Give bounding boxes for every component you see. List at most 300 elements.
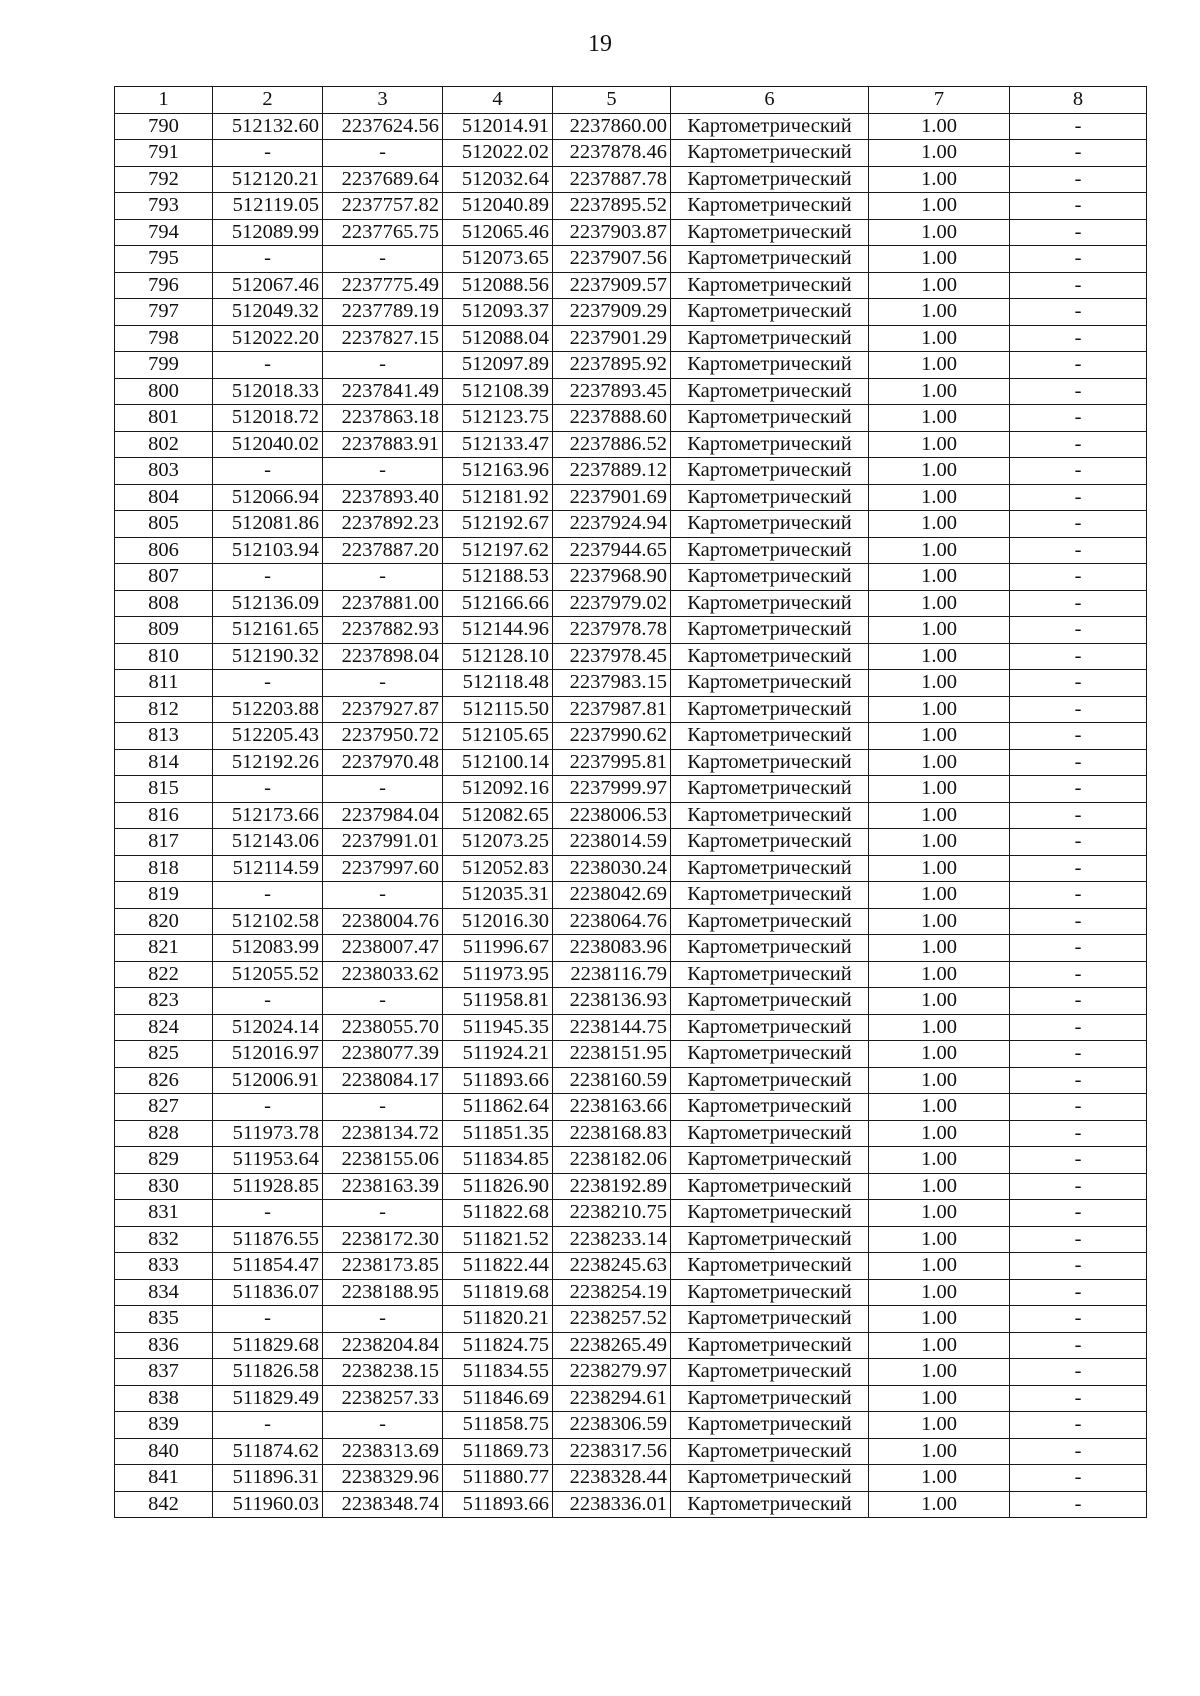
table-cell: - xyxy=(1010,776,1147,803)
table-cell: 1.00 xyxy=(869,908,1010,935)
table-cell: Картометрический xyxy=(671,961,869,988)
table-cell: - xyxy=(1010,1359,1147,1386)
table-cell: 825 xyxy=(115,1041,213,1068)
table-cell: Картометрический xyxy=(671,1385,869,1412)
table-cell: 2238160.59 xyxy=(553,1067,671,1094)
table-cell: 511945.35 xyxy=(443,1014,553,1041)
table-cell: 511836.07 xyxy=(213,1279,323,1306)
table-cell: - xyxy=(1010,564,1147,591)
table-cell: 805 xyxy=(115,511,213,538)
table-cell: Картометрический xyxy=(671,511,869,538)
table-cell: 1.00 xyxy=(869,1067,1010,1094)
table-cell: 832 xyxy=(115,1226,213,1253)
table-cell: Картометрический xyxy=(671,1014,869,1041)
table-cell: 2238173.85 xyxy=(323,1253,443,1280)
table-cell: 2237882.93 xyxy=(323,617,443,644)
table-cell: - xyxy=(323,670,443,697)
table-row xyxy=(115,1173,1147,1200)
table-cell: Картометрический xyxy=(671,1226,869,1253)
table-cell: - xyxy=(1010,140,1147,167)
table-cell: - xyxy=(1010,1465,1147,1492)
table-cell: 811 xyxy=(115,670,213,697)
table-cell: 798 xyxy=(115,325,213,352)
table-cell: - xyxy=(1010,1385,1147,1412)
table-cell: 2237689.64 xyxy=(323,166,443,193)
table-row xyxy=(115,961,1147,988)
table-cell: 511829.68 xyxy=(213,1332,323,1359)
table-cell: 1.00 xyxy=(869,1173,1010,1200)
table-cell: 2238055.70 xyxy=(323,1014,443,1041)
table-cell: 512188.53 xyxy=(443,564,553,591)
table-cell: 2238336.01 xyxy=(553,1491,671,1518)
table-cell: 511826.58 xyxy=(213,1359,323,1386)
table-cell: 797 xyxy=(115,299,213,326)
table-cell: Картометрический xyxy=(671,325,869,352)
table-cell: 791 xyxy=(115,140,213,167)
table-cell: 512102.58 xyxy=(213,908,323,935)
table-row xyxy=(115,193,1147,220)
table-cell: Картометрический xyxy=(671,1041,869,1068)
table-cell: - xyxy=(1010,1200,1147,1227)
table-cell: Картометрический xyxy=(671,193,869,220)
table-cell: 2237907.56 xyxy=(553,246,671,273)
table-cell: 512143.06 xyxy=(213,829,323,856)
table-cell: 838 xyxy=(115,1385,213,1412)
table-cell: - xyxy=(1010,325,1147,352)
table-cell: 2237927.87 xyxy=(323,696,443,723)
table-cell: Картометрический xyxy=(671,140,869,167)
table-row xyxy=(115,1385,1147,1412)
table-cell: 2238014.59 xyxy=(553,829,671,856)
table-cell: 512088.56 xyxy=(443,272,553,299)
table-cell: 512081.86 xyxy=(213,511,323,538)
table-cell: 512052.83 xyxy=(443,855,553,882)
column-header: 1 xyxy=(115,87,213,114)
table-cell: 2238257.33 xyxy=(323,1385,443,1412)
table-cell: 1.00 xyxy=(869,564,1010,591)
table-cell: 512161.65 xyxy=(213,617,323,644)
table-cell: Картометрический xyxy=(671,1120,869,1147)
table-cell: 2238279.97 xyxy=(553,1359,671,1386)
table-cell: 841 xyxy=(115,1465,213,1492)
table-cell: - xyxy=(1010,511,1147,538)
table-cell: 512006.91 xyxy=(213,1067,323,1094)
table-cell: - xyxy=(1010,1438,1147,1465)
table-cell: 817 xyxy=(115,829,213,856)
table-cell: Картометрический xyxy=(671,1200,869,1227)
table-row xyxy=(115,272,1147,299)
table-cell: 2237983.15 xyxy=(553,670,671,697)
table-row xyxy=(115,802,1147,829)
table-cell: 2238329.96 xyxy=(323,1465,443,1492)
table-cell: 2238328.44 xyxy=(553,1465,671,1492)
table-cell: 2237898.04 xyxy=(323,643,443,670)
table-cell: 2237827.15 xyxy=(323,325,443,352)
table-cell: 512190.32 xyxy=(213,643,323,670)
table-row xyxy=(115,670,1147,697)
column-header: 4 xyxy=(443,87,553,114)
table-cell: 511826.90 xyxy=(443,1173,553,1200)
table-cell: 2238245.63 xyxy=(553,1253,671,1280)
table-cell: 1.00 xyxy=(869,458,1010,485)
table-cell: - xyxy=(1010,352,1147,379)
table-cell: 1.00 xyxy=(869,935,1010,962)
table-cell: 512024.14 xyxy=(213,1014,323,1041)
table-cell: - xyxy=(1010,882,1147,909)
table-cell: - xyxy=(323,564,443,591)
table-cell: Картометрический xyxy=(671,749,869,776)
table-cell: - xyxy=(1010,696,1147,723)
table-cell: - xyxy=(213,776,323,803)
table-cell: 2237624.56 xyxy=(323,113,443,140)
table-cell: 2237883.91 xyxy=(323,431,443,458)
table-cell: - xyxy=(1010,219,1147,246)
coordinates-table xyxy=(114,86,1147,1518)
table-cell: - xyxy=(1010,405,1147,432)
table-cell: - xyxy=(1010,537,1147,564)
table-cell: 1.00 xyxy=(869,140,1010,167)
table-cell: 1.00 xyxy=(869,1147,1010,1174)
table-cell: 511960.03 xyxy=(213,1491,323,1518)
table-cell: 512192.26 xyxy=(213,749,323,776)
table-cell: 2238306.59 xyxy=(553,1412,671,1439)
table-cell: 793 xyxy=(115,193,213,220)
table-row xyxy=(115,749,1147,776)
table-cell: 816 xyxy=(115,802,213,829)
table-cell: 834 xyxy=(115,1279,213,1306)
table-cell: 511958.81 xyxy=(443,988,553,1015)
table-cell: 1.00 xyxy=(869,325,1010,352)
table-cell: 1.00 xyxy=(869,166,1010,193)
table-cell: 511846.69 xyxy=(443,1385,553,1412)
table-cell: 2238188.95 xyxy=(323,1279,443,1306)
table-cell: 1.00 xyxy=(869,352,1010,379)
table-cell: 512040.89 xyxy=(443,193,553,220)
table-cell: Картометрический xyxy=(671,458,869,485)
table-cell: 511996.67 xyxy=(443,935,553,962)
table-cell: 2237757.82 xyxy=(323,193,443,220)
table-cell: 2237979.02 xyxy=(553,590,671,617)
table-cell: - xyxy=(1010,166,1147,193)
table-cell: Картометрический xyxy=(671,1094,869,1121)
table-cell: 511834.55 xyxy=(443,1359,553,1386)
page-number: 19 xyxy=(588,31,612,57)
table-cell: 512166.66 xyxy=(443,590,553,617)
table-cell: 837 xyxy=(115,1359,213,1386)
table-cell: 1.00 xyxy=(869,484,1010,511)
table-cell: - xyxy=(213,988,323,1015)
table-cell: 512089.99 xyxy=(213,219,323,246)
table-cell: - xyxy=(213,882,323,909)
table-cell: - xyxy=(1010,1306,1147,1333)
table-cell: - xyxy=(323,776,443,803)
table-cell: 796 xyxy=(115,272,213,299)
table-cell: 512132.60 xyxy=(213,113,323,140)
table-cell: 512073.25 xyxy=(443,829,553,856)
table-cell: Картометрический xyxy=(671,882,869,909)
table-cell: 512181.92 xyxy=(443,484,553,511)
table-cell: 2237895.92 xyxy=(553,352,671,379)
table-cell: 511893.66 xyxy=(443,1067,553,1094)
table-cell: 836 xyxy=(115,1332,213,1359)
table-cell: 1.00 xyxy=(869,431,1010,458)
table-cell: 2238134.72 xyxy=(323,1120,443,1147)
table-cell: 1.00 xyxy=(869,1120,1010,1147)
table-cell: Картометрический xyxy=(671,484,869,511)
table-cell: 2237909.57 xyxy=(553,272,671,299)
table-cell: 512073.65 xyxy=(443,246,553,273)
table-cell: 2237901.29 xyxy=(553,325,671,352)
table-cell: 511896.31 xyxy=(213,1465,323,1492)
table-cell: 794 xyxy=(115,219,213,246)
table-cell: 819 xyxy=(115,882,213,909)
table-cell: 2237909.29 xyxy=(553,299,671,326)
table-cell: - xyxy=(1010,1120,1147,1147)
table-cell: 512055.52 xyxy=(213,961,323,988)
table-cell: 2237970.48 xyxy=(323,749,443,776)
column-header: 3 xyxy=(323,87,443,114)
table-cell: 512114.59 xyxy=(213,855,323,882)
table-cell: - xyxy=(213,458,323,485)
table-row xyxy=(115,458,1147,485)
table-cell: 826 xyxy=(115,1067,213,1094)
table-cell: 511973.95 xyxy=(443,961,553,988)
table-cell: - xyxy=(1010,246,1147,273)
table-cell: - xyxy=(1010,1147,1147,1174)
table-cell: 792 xyxy=(115,166,213,193)
table-cell: - xyxy=(1010,1412,1147,1439)
table-cell: 802 xyxy=(115,431,213,458)
table-row xyxy=(115,908,1147,935)
table-cell: 2238210.75 xyxy=(553,1200,671,1227)
table-cell: Картометрический xyxy=(671,723,869,750)
table-cell: 512136.09 xyxy=(213,590,323,617)
table-cell: 2238064.76 xyxy=(553,908,671,935)
table-cell: 810 xyxy=(115,643,213,670)
table-cell: 1.00 xyxy=(869,299,1010,326)
table-cell: 829 xyxy=(115,1147,213,1174)
table-cell: 1.00 xyxy=(869,219,1010,246)
table-cell: 839 xyxy=(115,1412,213,1439)
table-cell: 512016.30 xyxy=(443,908,553,935)
table-cell: 2238136.93 xyxy=(553,988,671,1015)
column-header: 8 xyxy=(1010,87,1147,114)
table-cell: - xyxy=(1010,723,1147,750)
table-row xyxy=(115,511,1147,538)
column-header: 7 xyxy=(869,87,1010,114)
table-cell: - xyxy=(323,140,443,167)
table-cell: 2237775.49 xyxy=(323,272,443,299)
table-row xyxy=(115,352,1147,379)
table-cell: Картометрический xyxy=(671,1306,869,1333)
table-cell: 2237765.75 xyxy=(323,219,443,246)
table-cell: 512119.05 xyxy=(213,193,323,220)
table-cell: 1.00 xyxy=(869,511,1010,538)
table-cell: 800 xyxy=(115,378,213,405)
table-row xyxy=(115,299,1147,326)
table-cell: Картометрический xyxy=(671,564,869,591)
table-cell: 512032.64 xyxy=(443,166,553,193)
table-cell: 512018.33 xyxy=(213,378,323,405)
table-cell: 511822.68 xyxy=(443,1200,553,1227)
table-cell: - xyxy=(213,140,323,167)
table-cell: 512065.46 xyxy=(443,219,553,246)
table-cell: - xyxy=(1010,272,1147,299)
table-row xyxy=(115,1438,1147,1465)
table-cell: 512108.39 xyxy=(443,378,553,405)
table-cell: Картометрический xyxy=(671,113,869,140)
table-cell: - xyxy=(323,1306,443,1333)
table-cell: - xyxy=(1010,484,1147,511)
table-cell: 512066.94 xyxy=(213,484,323,511)
table-cell: - xyxy=(1010,1014,1147,1041)
table-cell: 1.00 xyxy=(869,643,1010,670)
table-cell: 2237863.18 xyxy=(323,405,443,432)
table-cell: - xyxy=(323,1094,443,1121)
table-cell: Картометрический xyxy=(671,908,869,935)
table-cell: Картометрический xyxy=(671,166,869,193)
table-cell: - xyxy=(1010,1279,1147,1306)
table-cell: 511821.52 xyxy=(443,1226,553,1253)
table-cell: - xyxy=(1010,617,1147,644)
table-cell: 512016.97 xyxy=(213,1041,323,1068)
table-cell: 2238155.06 xyxy=(323,1147,443,1174)
table-cell: 2238084.17 xyxy=(323,1067,443,1094)
table-cell: - xyxy=(213,1306,323,1333)
table-row xyxy=(115,378,1147,405)
table-row xyxy=(115,537,1147,564)
table-cell: 511924.21 xyxy=(443,1041,553,1068)
table-row xyxy=(115,829,1147,856)
table-cell: 2238257.52 xyxy=(553,1306,671,1333)
table-row xyxy=(115,1226,1147,1253)
table-cell: 2238233.14 xyxy=(553,1226,671,1253)
table-cell: - xyxy=(1010,1094,1147,1121)
table-cell: 814 xyxy=(115,749,213,776)
table-cell: 2238006.53 xyxy=(553,802,671,829)
table-cell: - xyxy=(1010,988,1147,1015)
table-cell: 2237950.72 xyxy=(323,723,443,750)
table-cell: Картометрический xyxy=(671,405,869,432)
table-cell: 512163.96 xyxy=(443,458,553,485)
table-cell: - xyxy=(323,1412,443,1439)
table-cell: 828 xyxy=(115,1120,213,1147)
table-row xyxy=(115,617,1147,644)
table-row xyxy=(115,1279,1147,1306)
table-cell: 512022.20 xyxy=(213,325,323,352)
table-cell: 830 xyxy=(115,1173,213,1200)
table-cell: 512093.37 xyxy=(443,299,553,326)
table-row xyxy=(115,166,1147,193)
table-body xyxy=(115,113,1147,1518)
table-cell: 804 xyxy=(115,484,213,511)
table-cell: 1.00 xyxy=(869,590,1010,617)
table-row xyxy=(115,1094,1147,1121)
table-cell: Картометрический xyxy=(671,352,869,379)
table-cell: 511820.21 xyxy=(443,1306,553,1333)
table-cell: 2237995.81 xyxy=(553,749,671,776)
table-cell: 512082.65 xyxy=(443,802,553,829)
table-cell: 511876.55 xyxy=(213,1226,323,1253)
table-cell: 511893.66 xyxy=(443,1491,553,1518)
table-cell: - xyxy=(1010,193,1147,220)
table-cell: Картометрический xyxy=(671,617,869,644)
table-cell: - xyxy=(1010,1491,1147,1518)
table-cell: 511973.78 xyxy=(213,1120,323,1147)
table-cell: 511880.77 xyxy=(443,1465,553,1492)
table-row xyxy=(115,1465,1147,1492)
table-cell: 2238192.89 xyxy=(553,1173,671,1200)
table-cell: Картометрический xyxy=(671,246,869,273)
table-cell: 831 xyxy=(115,1200,213,1227)
table-row xyxy=(115,1359,1147,1386)
table-cell: 511928.85 xyxy=(213,1173,323,1200)
table-row xyxy=(115,1491,1147,1518)
table-row xyxy=(115,484,1147,511)
table-cell: - xyxy=(213,1200,323,1227)
table-cell: 1.00 xyxy=(869,1385,1010,1412)
table-cell: 2237999.97 xyxy=(553,776,671,803)
table-cell: 1.00 xyxy=(869,1465,1010,1492)
table-cell: Картометрический xyxy=(671,299,869,326)
table-cell: 2238254.19 xyxy=(553,1279,671,1306)
table-cell: - xyxy=(213,246,323,273)
table-cell: 512100.14 xyxy=(443,749,553,776)
table-cell: 2237889.12 xyxy=(553,458,671,485)
table-cell: 1.00 xyxy=(869,749,1010,776)
table-cell: 2238004.76 xyxy=(323,908,443,935)
table-row xyxy=(115,776,1147,803)
table-cell: 2237887.20 xyxy=(323,537,443,564)
table-cell: 512173.66 xyxy=(213,802,323,829)
table-cell: 512118.48 xyxy=(443,670,553,697)
table-cell: 2238317.56 xyxy=(553,1438,671,1465)
table-row xyxy=(115,1253,1147,1280)
table-cell: Картометрический xyxy=(671,1332,869,1359)
table-row xyxy=(115,325,1147,352)
table-cell: - xyxy=(323,352,443,379)
table-row xyxy=(115,564,1147,591)
table-cell: 2237903.87 xyxy=(553,219,671,246)
table-cell: - xyxy=(1010,378,1147,405)
table-cell: 2237991.01 xyxy=(323,829,443,856)
table-cell: 1.00 xyxy=(869,776,1010,803)
table-cell: 2237860.00 xyxy=(553,113,671,140)
table-cell: 840 xyxy=(115,1438,213,1465)
table-cell: - xyxy=(1010,855,1147,882)
table-row xyxy=(115,1332,1147,1359)
table-row xyxy=(115,140,1147,167)
table-cell: 835 xyxy=(115,1306,213,1333)
table-row xyxy=(115,1306,1147,1333)
table-cell: 2237886.52 xyxy=(553,431,671,458)
table-cell: 1.00 xyxy=(869,246,1010,273)
table-cell: - xyxy=(1010,1332,1147,1359)
table-cell: 511862.64 xyxy=(443,1094,553,1121)
table-cell: - xyxy=(1010,829,1147,856)
table-cell: 1.00 xyxy=(869,882,1010,909)
table-cell: 2238083.96 xyxy=(553,935,671,962)
table-cell: 2237895.52 xyxy=(553,193,671,220)
table-cell: 511829.49 xyxy=(213,1385,323,1412)
table-cell: 2237892.23 xyxy=(323,511,443,538)
table-cell: 1.00 xyxy=(869,1014,1010,1041)
table-cell: Картометрический xyxy=(671,1147,869,1174)
table-cell: 2238172.30 xyxy=(323,1226,443,1253)
table-row xyxy=(115,1200,1147,1227)
table-header-row xyxy=(115,87,1147,114)
table-cell: 823 xyxy=(115,988,213,1015)
